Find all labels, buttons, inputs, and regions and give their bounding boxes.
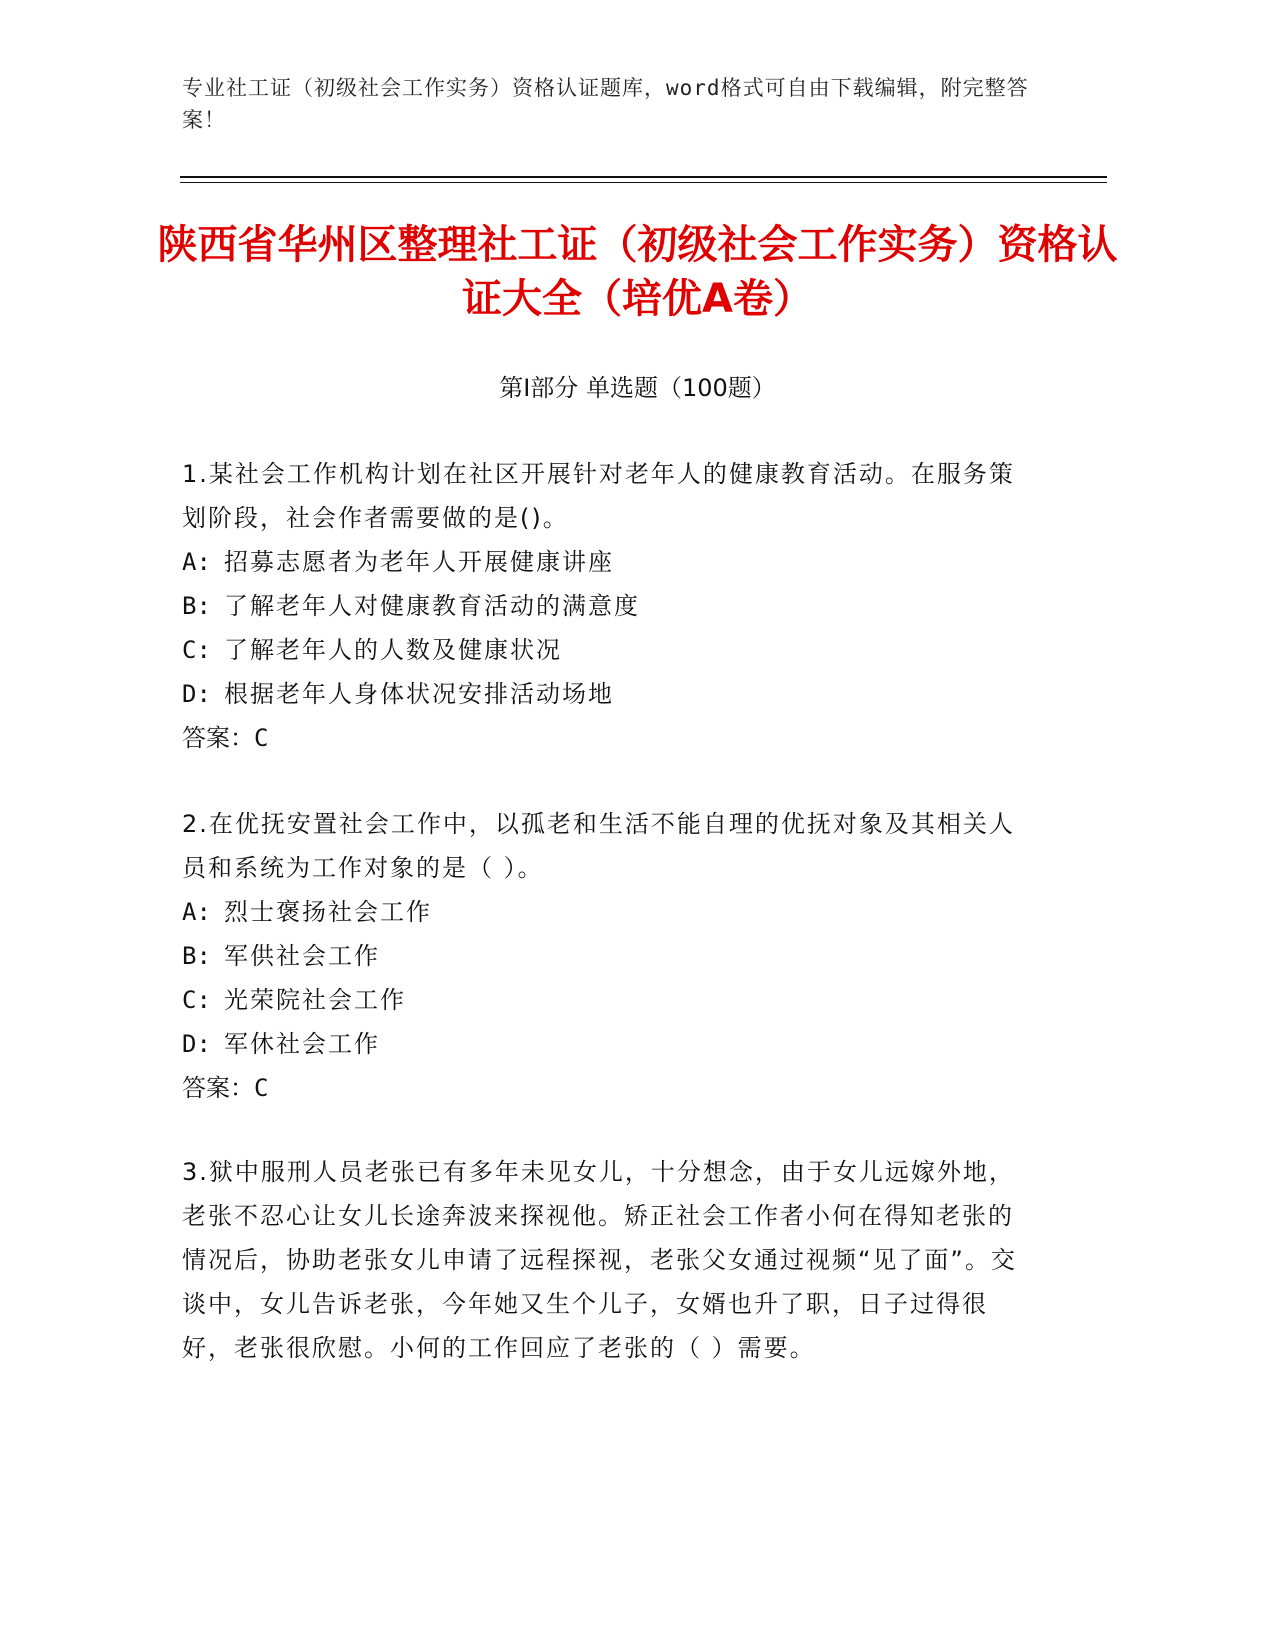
question-1 xyxy=(182,452,1022,760)
section-title: 第Ⅰ部分 单选题（100题） xyxy=(499,374,776,402)
question-stem: 2.在优抚安置社会工作中，以孤老和生活不能自理的优抚对象及其相关人员和系统为工作对象的是（ ）。 xyxy=(182,810,1015,882)
answer-label: 答案： xyxy=(182,724,254,752)
option-b xyxy=(182,584,1022,628)
option-text: 光荣院社会工作 xyxy=(224,986,406,1014)
option-a xyxy=(182,890,1022,934)
question-stem: 3.狱中服刑人员老张已有多年未见女儿，十分想念，由于女儿远嫁外地，老张不忍心让女儿长途奔波来探视他。矫正社会工作者小何在得知老张的情况后，协助老张女儿申请了远程探视，老张父女通过视频“见了面”。交谈中，女儿告诉老张，今年她又生个儿子，女婿也升了职，日子过得很好，老张很欣慰。小何的工作回应了老张的（ ）需要。 xyxy=(182,1158,1017,1362)
option-c xyxy=(182,978,1022,1022)
answer-label: 答案： xyxy=(182,1074,254,1102)
option-d xyxy=(182,672,1022,716)
option-d xyxy=(182,1022,1022,1066)
option-letter: B: xyxy=(182,592,211,620)
option-text: 了解老年人的人数及健康状况 xyxy=(224,636,562,664)
option-letter: A: xyxy=(182,898,211,926)
option-letter: C: xyxy=(182,986,211,1014)
option-text: 了解老年人对健康教育活动的满意度 xyxy=(224,592,640,620)
header-rule-thick xyxy=(180,176,1107,178)
option-text: 军供社会工作 xyxy=(224,942,380,970)
answer-value: C xyxy=(254,724,269,752)
question-3 xyxy=(182,1150,1022,1370)
option-text: 烈士褒扬社会工作 xyxy=(224,898,432,926)
document-title: 陕西省华州区整理社工证（初级社会工作实务）资格认证大全（培优A卷） xyxy=(157,222,1118,322)
option-letter: B: xyxy=(182,942,211,970)
option-text: 根据老年人身体状况安排活动场地 xyxy=(224,680,614,708)
option-b xyxy=(182,934,1022,978)
question-2 xyxy=(182,802,1022,1110)
option-letter: D: xyxy=(182,1030,211,1058)
header-note: 专业社工证（初级社会工作实务）资格认证题库，word格式可自由下载编辑，附完整答案！ xyxy=(182,76,1029,132)
answer-line xyxy=(182,716,1022,760)
answer-value: C xyxy=(254,1074,269,1102)
option-text: 军休社会工作 xyxy=(224,1030,380,1058)
option-a xyxy=(182,540,1022,584)
option-text: 招募志愿者为老年人开展健康讲座 xyxy=(224,548,614,576)
answer-line xyxy=(182,1066,1022,1110)
header-rule-thin xyxy=(180,182,1107,183)
option-letter: D: xyxy=(182,680,211,708)
option-letter: C: xyxy=(182,636,211,664)
option-c xyxy=(182,628,1022,672)
question-stem: 1.某社会工作机构计划在社区开展针对老年人的健康教育活动。在服务策划阶段，社会作者需要做的是()。 xyxy=(182,460,1015,532)
option-letter: A: xyxy=(182,548,211,576)
